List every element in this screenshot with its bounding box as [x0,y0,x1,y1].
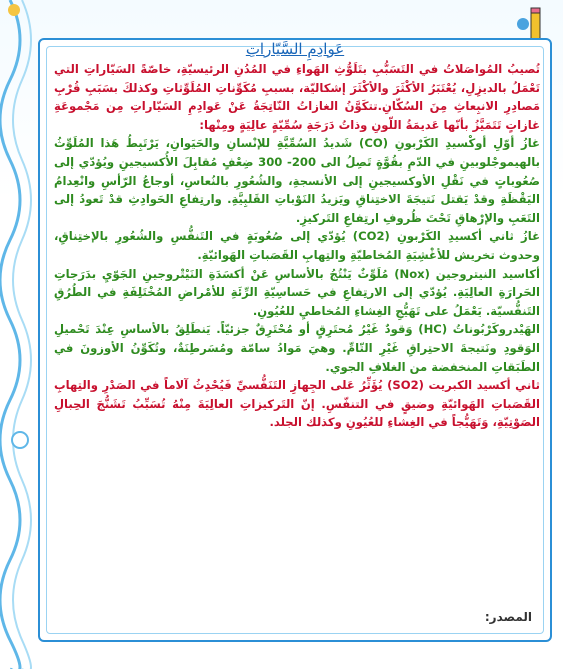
article-card [38,38,552,642]
nox-paragraph: أكاسيد النيتروجين (Nox) مُلَوِّثٌ يَنْتُجُ بالأساسِ عَنْ أكسَدَةِ النَيْتْروجينِ الجَوّيِ بدَرَجاتِ الحَرارَةِ العالِيَةِ. يُؤدّي إلى الارتِفاعِ في حَساسِيّةِ الرِّئَةِ للأمْراضِ المُخْتَلِفَةِ في الطُرُقِ التَنفُّسيّة. يَعْمَلُ على تَهَيُّجِ الغِشاءِ المُخاطيِ للعُيُونِ. [54,266,540,318]
hc-paragraph: الهَيْدروكَرْبُوناتُ (HC) وَقودٌ غَيْرُ مُحتَرِقٍ أو مُحْتَرِقٌ جزئيّاً. يَنطَلِقُ بالأساسِ عِنْدَ تَحْميلِ الوَقودِ ونَتيجةَ الاحتِراقِ غَيْرِ التّامِّ. وهيَ مَوادُ سامّة ومُسَرطِنَةٌ، وتُكَوِّنُ الأوزونَ في الطَبَقاتِ المنخفضة من الغلافِ الجوي. [54,322,541,374]
co2-paragraph: غازُ ثاني أكسيدِ الكَرْبونِ (CO2) يُؤدّي إلى صُعُوبَةٍ في التَنفُّسِ والشُعُورِ بالإختِناقِ، وحدوث تخريش للأغْشِيَةِ المُخاطيّةِ والتِهابِ القَصَباتِ الهَوائيّةِ. [54,229,540,262]
co-paragraph: غازُ أوّلِ أوكْسيدِ الكَرْبونِ (CO) شَديدُ السُمِّيَّةِ للإنْسانِ والحَيَوانِ، يَرْتَبِطُ هَذا المُلَوِّثُ بالهيموجْلوبينِ في الدّمِ بقُوَّةٍ تَصِلُ الى 200- 300 ضِعْفٍ مُقابِلَ الأُكسيجينِ ويُؤدّي إلى صُعُوباتٍ في نَقْلِ الأوكسيجينِ إلى الأنسجةِ، والشُعُورِ بالنُعاسِ، أوجاعُ الرّأسِ وانْعِدامُ اليَقْظَةِ وقدْ يَقتل نَتيجَةَ الاختِناقِ ويَزيدُ النَوْباتِ القَلبِيَّةِ. وارتِفاعِ الحَوادِثِ قدْ تَعودُ إلى التَعَبِ والإرْهاقِ تَحْتَ ظُروفِ ارتِفاعِ التَركيزِ. [54,136,540,225]
intro-paragraph: تُصيبُ المُواصَلاتُ في التَسَبُّبِ بتَلَوُّثِ الهَواءِ في المُدُنِ الرئيسيّةِ، خاصّةً السَيّاراتِ التي تَعْمَلُ بالديزِلِ، يُعْتَبَرُ الأكْثَرَ والأكْثَرَ إشكاليّة، بسببِ مُكَوِّناتِ المُلَوِّثاتِ وكذلكَ بسَبَبِ قُرْبِ مَصادِرِ الانبِعاثِ مِنَ السُكّانِ.تتكَوَّنُ الغازاتُ النّاتِجَةُ عَنْ عَوادِمِ السَيّاراتِ مِن مَجْموعَةِ غازاتٍ تَتَمَيَّزُ بأنّها عَديمَةُ اللّونِ وذاتُ دَرَجَةِ سُمِّيّةٍ عالِيَةٍ ومِنْها: [54,62,540,132]
article-body [54,60,540,432]
wave-decoration [0,0,42,669]
so2-paragraph: ثاني أكسيد الكبريت (SO2) يُؤَثِّرُ عَلى الجِهازِ التَنَفُّسيِّ فَيُحْدِثُ آلاماً في الصَدْرِ والتِهابِ القَصَباتِ الهَوائيّةِ وضيقٍ في التنفّسِ. إنّ التَركيزاتِ العالِيَةَ مِنْهُ تُسَبِّبُ تَشَنُّجَ الحِبالِ الصَوْتِيّةِ، وَتَهَيُّجاً في الغِشاءِ للعُيُونِ وكذلك الجلد. [54,378,540,430]
article-title: عَوادِمِ السَّيّاراتِ [245,40,345,58]
source-label: المصدر: [484,610,532,624]
